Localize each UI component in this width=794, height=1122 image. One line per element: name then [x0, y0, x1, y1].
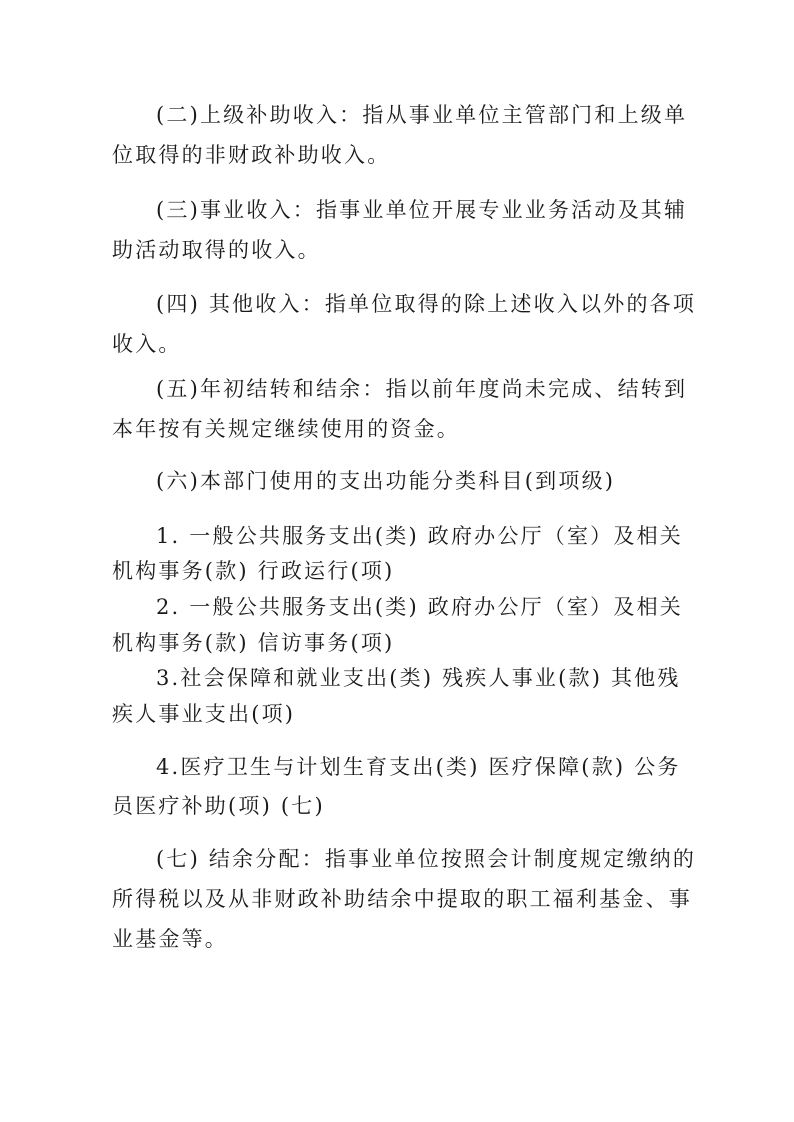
text-line: 3.社会保障和就业支出(类) 残疾人事业(款) 其他残	[156, 666, 681, 690]
text-line: 4.医疗卫生与计划生育支出(类) 医疗保障(款) 公务	[156, 755, 681, 779]
section-heading: (六)本部门使用的支出功能分类科目(到项级)	[156, 469, 616, 493]
text-line: (二)上级补助收入：指从事业单位主管部门和上级单	[156, 103, 688, 127]
text-line: (七) 结余分配：指事业单位按照会计制度规定缴纳的	[156, 847, 697, 871]
text-line: 位取得的非财政补助收入。	[112, 143, 391, 167]
text-line: 疾人事业支出(项)	[112, 702, 296, 726]
text-line: 机构事务(款) 信访事务(项)	[112, 631, 395, 655]
text-line: (三)事业收入：指事业单位开展专业业务活动及其辅	[156, 198, 688, 222]
text-line: (五)年初结转和结余：指以前年度尚未完成、结转到	[156, 377, 688, 401]
text-line: 业基金等。	[112, 927, 228, 951]
text-line: 2. 一般公共服务支出(类) 政府办公厅（室）及相关	[156, 595, 683, 619]
text-line: 助活动取得的收入。	[112, 238, 321, 262]
text-line: 机构事务(款) 行政运行(项)	[112, 559, 395, 583]
text-line: 所得税以及从非财政补助结余中提取的职工福利基金、事	[112, 887, 692, 911]
text-line: (四) 其他收入：指单位取得的除上述收入以外的各项	[156, 292, 697, 316]
text-line: 员医疗补助(项) (七)	[112, 794, 325, 818]
text-line: 1. 一般公共服务支出(类) 政府办公厅（室）及相关	[156, 524, 683, 548]
text-line: 本年按有关规定继续使用的资金。	[112, 417, 460, 441]
text-line: 收入。	[112, 332, 182, 356]
